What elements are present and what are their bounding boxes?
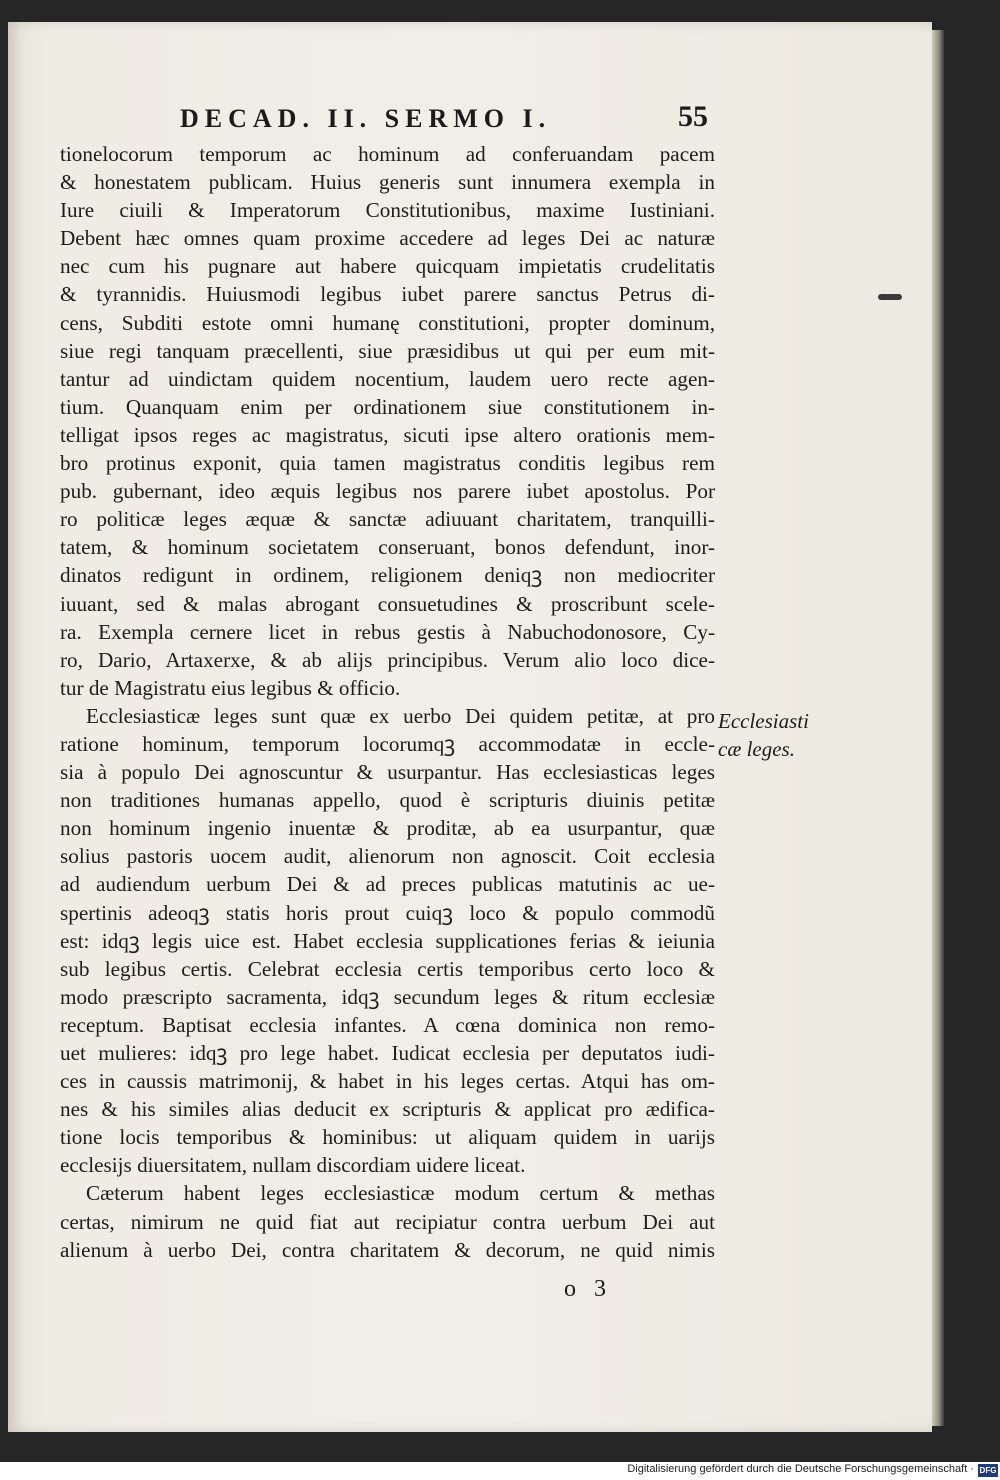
marginal-note [718, 707, 828, 763]
text-line: ro politicæ leges æquæ & sanctæ adiuuant charitatem, tranquilli- [60, 507, 715, 532]
text-line: tatem, & hominum societatem conseruant, bonos defendunt, inor- [60, 535, 715, 560]
text-line: tium. Quanquam enim per ordinationem siue constitutionem in- [60, 394, 715, 419]
page-edge [932, 30, 944, 1426]
text-line: ratione hominum, temporum locorumqꝫ accommodatæ in eccle- [60, 731, 715, 756]
text-line: ad audiendum uerbum Dei & ad preces publicas matutinis ac ue- [60, 872, 715, 897]
text-line: solius pastoris uocem audit, alienorum non agnoscit. Coit ecclesia [60, 844, 715, 869]
text-line: iuuant, sed & malas abrogant consuetudines & proscribunt scele- [60, 591, 715, 616]
text-line: spertinis adeoqꝫ statis horis prout cuiqꝫ loco & populo commodũ [60, 900, 715, 925]
text-line: sub legibus certis. Celebrat ecclesia certis temporibus certo loco & [60, 956, 715, 981]
funding-credit: Digitalisierung gefördert durch die Deutsche Forschungsgemeinschaft · [627, 1463, 974, 1475]
text-line: non hominum ingenio inuentæ & proditæ, ab ea usurpantur, quæ [60, 816, 715, 841]
text-line: alienum à uerbo Dei, contra charitatem & decorum, ne quid nimis [60, 1237, 715, 1262]
text-line: nes & his similes alias deducit ex scripturis & applicat pro ædifica- [60, 1097, 715, 1122]
text-line: receptum. Baptisat ecclesia infantes. A cœna dominica non remo- [60, 1012, 715, 1037]
ink-mark [878, 294, 902, 300]
text-line: sia à populo Dei agnoscuntur & usurpantur. Has ecclesiasticas leges [60, 760, 715, 785]
signature-mark: o 3 [564, 1276, 606, 1302]
text-line: modo præscripto sacramenta, idqꝫ secundum leges & ritum ecclesiæ [60, 984, 715, 1009]
text-line: tur de Magistratu eius legibus & officio. [60, 675, 401, 700]
text-line: telligat ipsos reges ac magistratus, sicuti ipse altero orationis mem- [60, 422, 715, 447]
text-line: est: idqꝫ legis uice est. Habet ecclesia supplicationes ferias & ieiunia [60, 928, 715, 953]
footer-bar [0, 1462, 1000, 1480]
text-line: non traditiones humanas appello, quod è scripturis diuinis petitæ [60, 788, 715, 813]
text-line: cens, Subditi estote omni humanę constitutioni, propter dominum, [60, 310, 715, 335]
text-line: ro, Dario, Artaxerxe, & ab alijs principibus. Verum alio loco dice- [60, 647, 715, 672]
text-line: pub. gubernant, ideo æquis legibus nos parere iubet apostolus. Por [60, 479, 715, 504]
text-line: tantur ad uindictam quidem nocentium, laudem uero recte agen- [60, 366, 715, 391]
text-line: Debent hæc omnes quam proxime accedere ad leges Dei ac naturæ [60, 226, 715, 251]
text-line: & tyrannidis. Huiusmodi legibus iubet parere sanctus Petrus di- [60, 282, 715, 307]
text-line: bro protinus exponit, quia tamen magistratus conditis legibus rem [60, 451, 715, 476]
body-text [60, 140, 715, 1264]
text-line: dinatos redigunt in ordinem, religionem deniqꝫ non mediocriter [60, 563, 715, 588]
page-number: 55 [678, 100, 708, 133]
text-line: Iure ciuili & Imperatorum Constitutionibus, maxime Iustiniani. [60, 198, 715, 223]
text-line: ecclesijs diuersitatem, nullam discordiam uidere liceat. [60, 1153, 526, 1178]
text-line: Cæterum habent leges ecclesiasticæ modum certum & methas [86, 1181, 715, 1206]
text-line: tione locis temporibus & hominibus: ut aliquam quidem in uarijs [60, 1125, 715, 1150]
text-line: siue regi tanquam præcellenti, siue præsidibus ut qui per eum mit- [60, 338, 715, 363]
text-line: & honestatem publicam. Huius generis sunt innumera exempla in [60, 170, 715, 195]
text-line: ra. Exempla cernere licet in rebus gestis à Nabuchodonosore, Cy- [60, 619, 715, 644]
text-line: Ecclesiasticæ leges sunt quæ ex uerbo Dei quidem petitæ, at pro [86, 703, 715, 728]
text-line: certas, nimirum ne quid fiat aut recipiatur contra uerbum Dei aut [60, 1209, 715, 1234]
text-line: ces in caussis matrimonij, & habet in his leges certas. Atqui has om- [60, 1069, 715, 1094]
text-line: uet mulieres: idqꝫ pro lege habet. Iudicat ecclesia per deputatos iudi- [60, 1041, 715, 1065]
marginal-note-line: cæ leges. [718, 737, 795, 761]
dfg-logo-icon: DFG [979, 1466, 997, 1475]
running-head: DECAD. II. SERMO I. [180, 104, 552, 133]
text-line: tionelocorum temporum ac hominum ad conferuandam pacem [60, 142, 715, 166]
marginal-note-line: Ecclesiasti [718, 709, 809, 733]
text-line: nec cum his pugnare aut habere quicquam impietatis crudelitatis [60, 254, 715, 279]
